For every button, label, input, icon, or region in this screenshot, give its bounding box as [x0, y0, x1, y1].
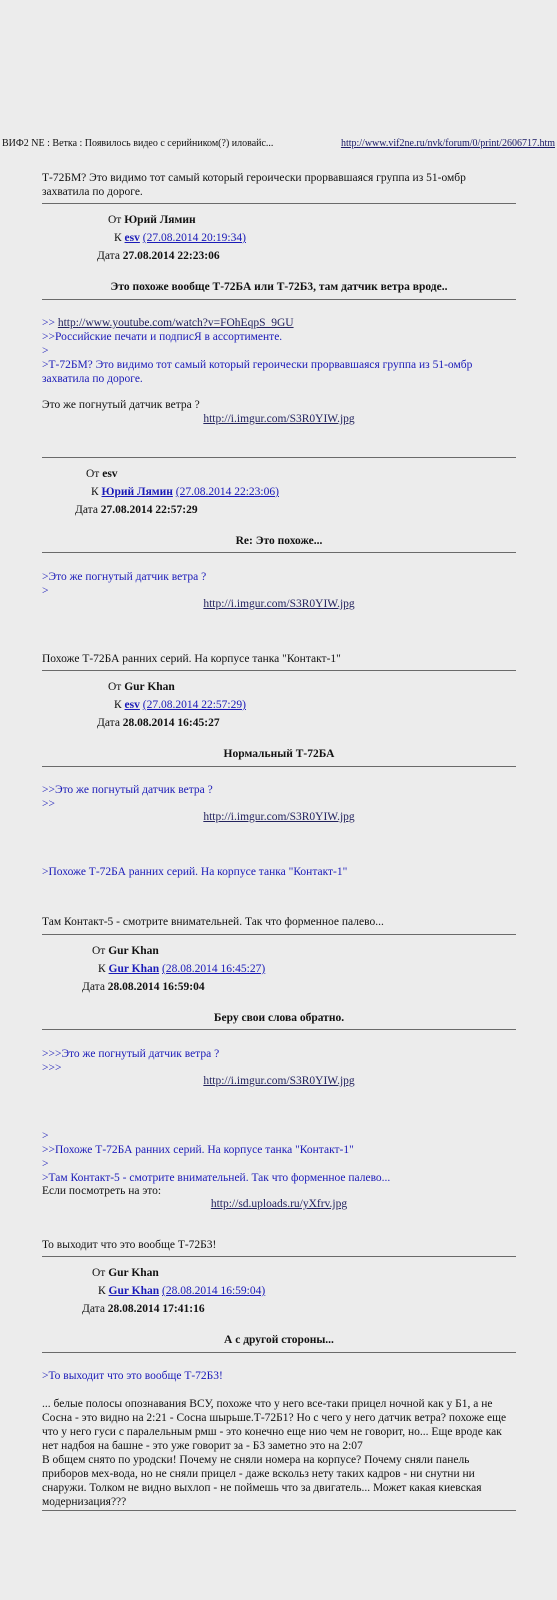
image-link[interactable]: http://i.imgur.com/S3R0YIW.jpg — [203, 811, 355, 823]
date-label: Дата — [97, 717, 120, 729]
reply-to-author-link[interactable]: esv — [124, 699, 140, 711]
post-body: Это же погнутый датчик ветра ? — [42, 399, 200, 411]
divider — [42, 670, 516, 671]
post-body: Похоже Т-72БА ранних серий. На корпусе танка "Контакт-1" — [42, 653, 341, 665]
from-label: От — [92, 945, 106, 957]
divider — [42, 299, 516, 300]
quoted-text: >То выходит что это вообще Т-72Б3! — [42, 1370, 223, 1382]
image-link[interactable]: http://i.imgur.com/S3R0YIW.jpg — [203, 598, 355, 610]
quoted-text: >>Это же погнутый датчик ветра ? >> — [42, 784, 213, 810]
post-to-row — [114, 698, 246, 712]
divider — [42, 934, 516, 935]
post-to-row — [114, 231, 246, 245]
divider — [42, 1029, 516, 1030]
post-author: Gur Khan — [124, 681, 175, 693]
divider — [42, 203, 516, 204]
post-date: 28.08.2014 16:45:27 — [122, 717, 220, 729]
to-label: К — [114, 699, 122, 711]
from-label: От — [108, 214, 122, 226]
quoted-text: >Похоже Т-72БА ранних серий. На корпусе танка "Контакт-1" — [42, 866, 348, 878]
post-from-row — [108, 213, 196, 227]
post-body: Там Контакт-5 - смотрите внимательней. Так что форменное палево... — [42, 916, 384, 928]
post-author: Gur Khan — [108, 1267, 159, 1279]
post-date: 27.08.2014 22:23:06 — [122, 250, 220, 262]
reply-to-author-link[interactable]: Gur Khan — [108, 1285, 160, 1297]
post-to-row — [98, 962, 265, 976]
divider — [42, 1510, 516, 1511]
reply-to-time-link[interactable]: (27.08.2014 20:19:34) — [142, 232, 246, 244]
post-from-row — [108, 680, 175, 694]
quoted-text: >>Российские печати и подписЯ в ассортименте. > >Т-72БМ? Это видимо тот самый который героически прорвавшаяся группа из 51-омбр захватила по дороге. — [42, 331, 473, 385]
reply-to-time-link[interactable]: (27.08.2014 22:23:06) — [175, 486, 279, 498]
post-title: А с другой стороны... — [224, 1334, 334, 1346]
post-title: Это похоже вообще Т-72БА или Т-72Б3, там датчик ветра вроде.. — [110, 281, 448, 293]
date-label: Дата — [82, 1303, 105, 1315]
quoted-text: >>>Это же погнутый датчик ветра ? >>> — [42, 1048, 220, 1074]
post-from-row — [92, 1266, 159, 1280]
quote-prefix: >> — [42, 317, 58, 329]
image-link[interactable]: http://i.imgur.com/S3R0YIW.jpg — [203, 413, 355, 425]
from-label: От — [86, 468, 100, 480]
divider — [42, 766, 516, 767]
from-label: От — [92, 1267, 106, 1279]
to-label: К — [98, 1285, 106, 1297]
post-title: Нормальный Т-72БА — [223, 748, 335, 760]
reply-to-author-link[interactable]: Gur Khan — [108, 963, 160, 975]
post-date-row — [82, 980, 205, 994]
header-url-link[interactable]: http://www.vif2ne.ru/nvk/forum/0/print/2606717.htm — [340, 138, 555, 149]
post-title: Беру свои слова обратно. — [213, 1012, 345, 1024]
post-from-row — [92, 944, 159, 958]
divider — [42, 457, 516, 458]
post-date: 28.08.2014 17:41:16 — [107, 1303, 205, 1315]
post-from-row — [86, 467, 118, 481]
reply-to-author-link[interactable]: esv — [124, 232, 140, 244]
header-title: ВИФ2 NE : Ветка : Появилось видео с серийником(?) иловайс... — [2, 138, 274, 149]
quoted-text: >Это же погнутый датчик ветра ? > — [42, 571, 207, 597]
reply-to-author-link[interactable]: Юрий Лямин — [101, 486, 173, 498]
divider — [42, 1256, 516, 1257]
post-date-row — [97, 249, 220, 263]
post-date-row — [82, 1302, 205, 1316]
quote-line — [42, 316, 516, 330]
post-date-row — [97, 716, 220, 730]
to-label: К — [91, 486, 99, 498]
divider — [42, 1352, 516, 1353]
youtube-link[interactable]: http://www.youtube.com/watch?v=FOhEqpS_9GU — [57, 317, 294, 329]
post-body: ... белые полосы опознавания ВСУ, похоже что у него все-таки прицел ночной как у Б1, а не Сосна - это видно на 2:21 - Сосна шырьше.Т-72Б1? Но с чего у него датчик ветра? похоже еще что у него гуси с паралельным рмш - это конечно еще нио чем не говорит, но... Еще вроде как нет надбоя на башне - это уже говорит за - Б3 заметно это на 2:07 В общем снято по уродски! Почему не сняли номера на корпусе? Почему сняли панель приборов мех-вода, но не сняли прицел - даже вскольз нету таких кадров - ни снутни ни снаружи. Толком не видно выхлоп - не поймешь что за двигатель... Может какая киевская модернизация??? — [42, 1398, 507, 1508]
post-to-row — [98, 1284, 265, 1298]
image-link[interactable]: http://i.imgur.com/S3R0YIW.jpg — [203, 1075, 355, 1087]
reply-to-time-link[interactable]: (28.08.2014 16:59:04) — [162, 1285, 266, 1297]
reply-to-time-link[interactable]: (28.08.2014 16:45:27) — [162, 963, 266, 975]
post-body: Если посмотреть на это: — [42, 1185, 162, 1197]
to-label: К — [114, 232, 122, 244]
print-header — [0, 138, 557, 152]
post-date: 28.08.2014 16:59:04 — [107, 981, 205, 993]
post-title: Re: Это похоже... — [235, 535, 323, 547]
intro-text: Т-72БМ? Это видимо тот самый который героически прорвавшаяся группа из 51-омбр захватила по дороге. — [42, 172, 469, 198]
post-author: Gur Khan — [108, 945, 159, 957]
quoted-text: > >>Похоже Т-72БА ранних серий. На корпусе танка "Контакт-1" > >Там Контакт-5 - смотрите внимательней. Так что форменное палево... — [42, 1130, 391, 1184]
post-author: esv — [102, 468, 118, 480]
date-label: Дата — [97, 250, 120, 262]
to-label: К — [98, 963, 106, 975]
post-date-row — [75, 503, 198, 517]
post-author: Юрий Лямин — [124, 214, 196, 226]
reply-to-time-link[interactable]: (27.08.2014 22:57:29) — [142, 699, 246, 711]
post-date: 27.08.2014 22:57:29 — [100, 504, 198, 516]
divider — [42, 552, 516, 553]
from-label: От — [108, 681, 122, 693]
date-label: Дата — [82, 981, 105, 993]
post-body: То выходит что это вообще Т-72Б3! — [42, 1239, 217, 1251]
post-to-row — [91, 485, 279, 499]
image-link[interactable]: http://sd.uploads.ru/yXfrv.jpg — [210, 1198, 348, 1210]
date-label: Дата — [75, 504, 98, 516]
